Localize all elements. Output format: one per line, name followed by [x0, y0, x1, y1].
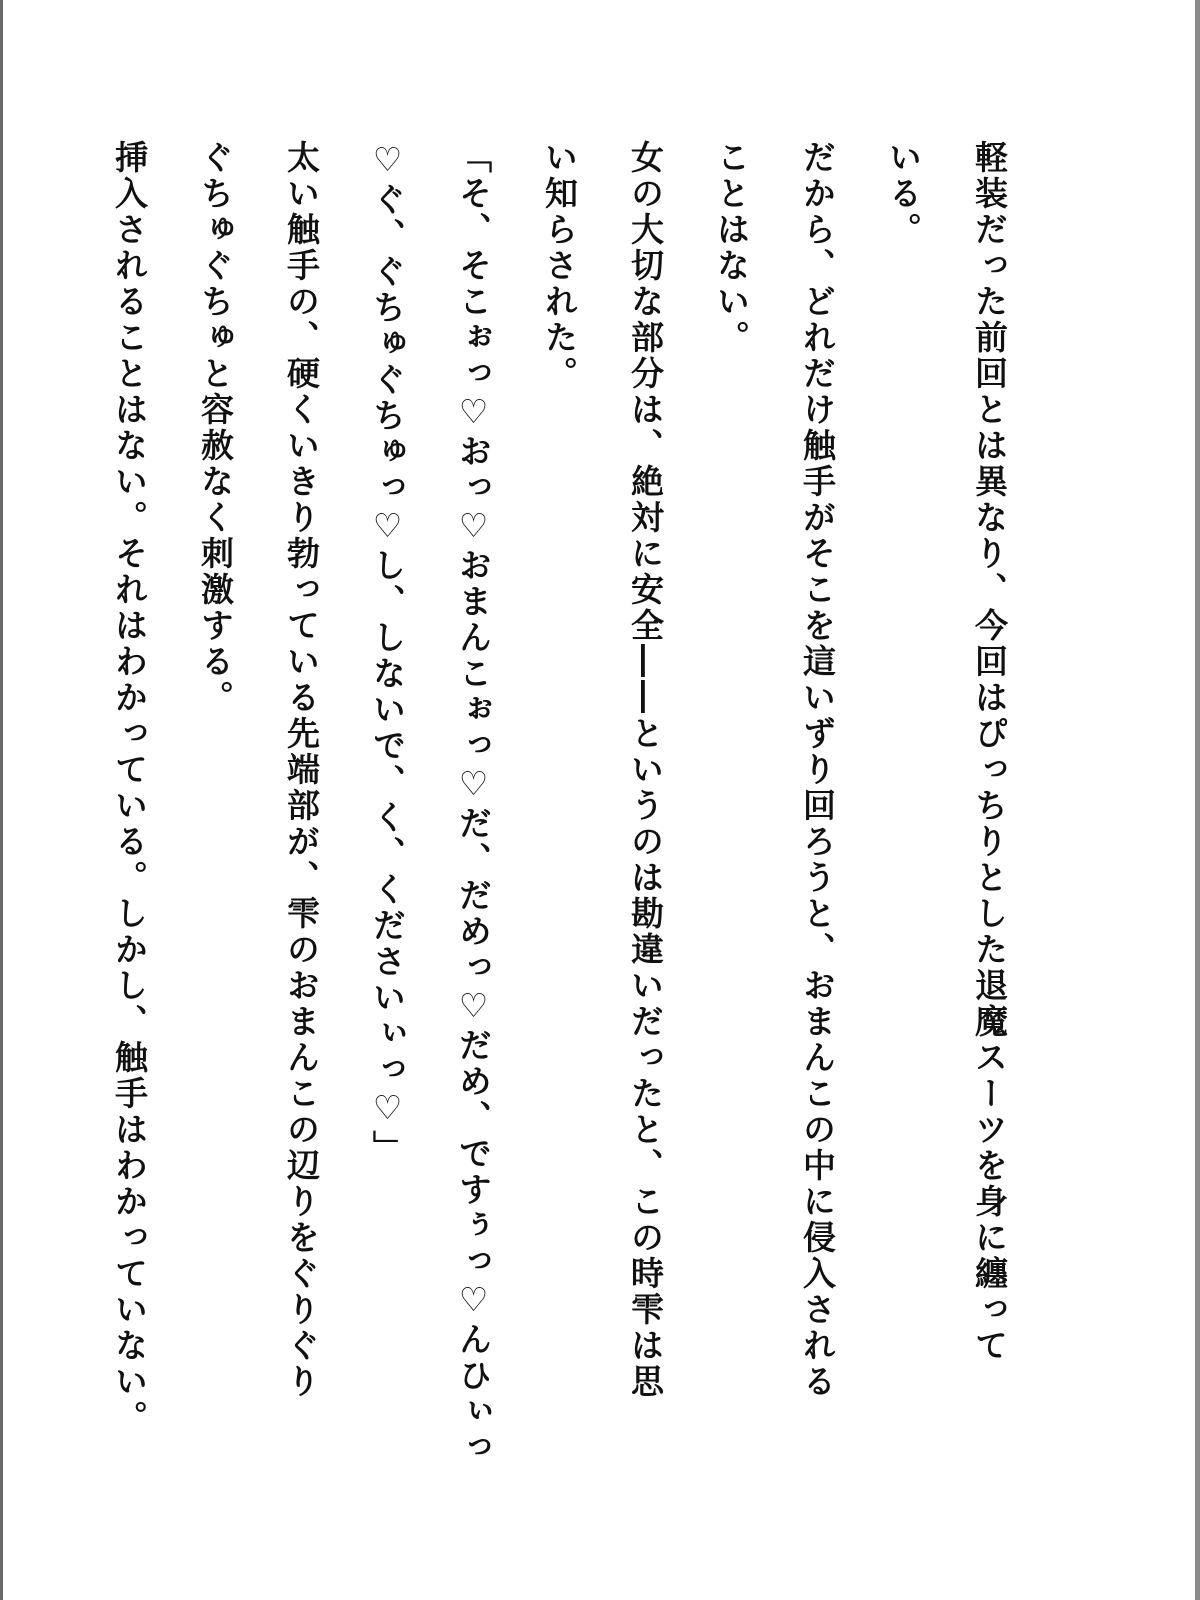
- vertical-text-body: [110, 140, 1032, 1520]
- text-line-6: い知らされた。: [540, 140, 579, 392]
- text-line-1: 軽装だった前回とは異なり、今回はぴっちりとした退魔スーツを身に纏って: [970, 140, 1009, 1364]
- page-left-edge: [0, 0, 3, 1600]
- text-line-8: ♡ぐ、ぐちゅぐちゅっ♡し、しないで、く、くださいぃっ♡」: [368, 140, 407, 1166]
- text-line-4: ことはない。: [712, 140, 751, 356]
- text-line-5: 女の大切な部分は、絶対に安全――というのは勘違いだったと、この時雫は思: [626, 140, 665, 1400]
- text-line-7: 「そ、そこぉっ♡おっ♡おまんこぉっ♡だ、だめっ♡だめ、ですぅっ♡んひぃっ: [454, 140, 493, 1466]
- text-line-2: いる。: [884, 140, 923, 248]
- text-line-10: ぐちゅぐちゅと容赦なく刺激する。: [196, 140, 235, 716]
- text-line-3: だから、どれだけ触手がそこを這いずり回ろうと、おまんこの中に侵入される: [798, 140, 837, 1400]
- text-line-9: 太い触手の、硬くいきり勃っている先端部が、雫のおまんこの辺りをぐりぐり: [282, 140, 321, 1400]
- text-line-11: 挿入されることはない。それはわかっている。しかし、触手はわかっていない。: [110, 140, 149, 1436]
- page-right-edge: [1195, 0, 1200, 1600]
